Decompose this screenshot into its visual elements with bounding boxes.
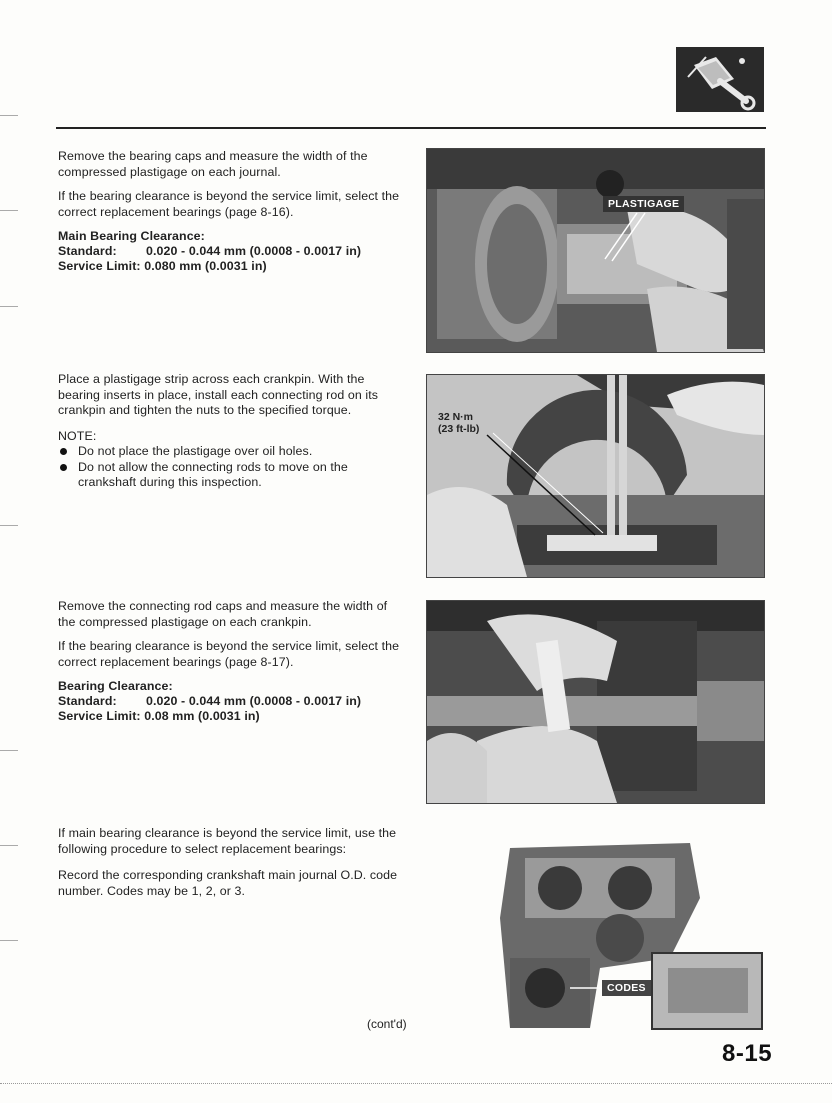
spec-limit-row bbox=[58, 709, 401, 724]
scan-mark bbox=[0, 750, 18, 751]
note-title: NOTE: bbox=[58, 428, 97, 443]
continued-label: (cont'd) bbox=[367, 1017, 407, 1031]
spec-standard-value: 0.020 - 0.044 mm (0.0008 - 0.0017 in) bbox=[146, 694, 362, 708]
photo-callout-label: CODES bbox=[602, 980, 651, 996]
scan-mark bbox=[0, 845, 18, 846]
photo-connecting-rod-torque bbox=[426, 374, 765, 578]
spec-standard-row bbox=[58, 244, 401, 259]
spec-limit-row bbox=[58, 259, 401, 274]
torque-ftlb: (23 ft-lb) bbox=[438, 423, 480, 435]
spec-standard-row bbox=[58, 694, 401, 709]
torque-nm: 32 N·m bbox=[438, 411, 474, 423]
engine-piston-icon bbox=[676, 47, 764, 112]
spec-limit-value: 0.080 mm (0.0031 in) bbox=[144, 259, 267, 273]
note-text: Do not place the plastigage over oil holes. bbox=[78, 444, 313, 458]
spec-standard-value: 0.020 - 0.044 mm (0.0008 - 0.0017 in) bbox=[146, 244, 362, 258]
spec-standard-label: Standard: bbox=[58, 694, 117, 708]
note-item bbox=[58, 460, 401, 491]
section-journal-codes bbox=[58, 826, 401, 908]
bullet-icon bbox=[60, 464, 67, 471]
photo-crankcase-codes bbox=[490, 838, 763, 1030]
paragraph: Record the corresponding crankshaft main journal O.D. code number. Codes may be 1, 2, or 3. bbox=[58, 868, 398, 898]
paragraph: If the bearing clearance is beyond the service limit, select the correct replacement bearings (page 8-16). bbox=[58, 189, 400, 219]
scan-mark bbox=[0, 940, 18, 941]
spec-title: Main Bearing Clearance: bbox=[58, 229, 205, 243]
paragraph: If the bearing clearance is beyond the service limit, select the correct replacement bearings (page 8-17). bbox=[58, 639, 400, 669]
paragraph: If main bearing clearance is beyond the service limit, use the following procedure to select replacement bearings: bbox=[58, 826, 397, 856]
scan-mark bbox=[0, 306, 18, 307]
torque-callout bbox=[438, 411, 479, 435]
paragraph: Place a plastigage strip across each crankpin. With the bearing inserts in place, install each connecting rod on its crankpin and tighten the nuts to the specified torque. bbox=[58, 372, 379, 417]
section-rod-bearing bbox=[58, 599, 401, 724]
paragraph: Remove the bearing caps and measure the width of the compressed plastigage on each journal. bbox=[58, 149, 368, 179]
scan-mark bbox=[0, 210, 18, 211]
photo-callout-label: PLASTIGAGE bbox=[603, 196, 684, 212]
photo-main-journal-plastigage bbox=[426, 148, 765, 353]
spec-limit-label: Service Limit: bbox=[58, 709, 141, 723]
photo-crankpin-plastigage bbox=[426, 600, 765, 804]
section-main-bearing bbox=[58, 149, 401, 274]
scan-edge-line bbox=[0, 1083, 832, 1085]
note-text: Do not allow the connecting rods to move on the crankshaft during this inspection. bbox=[78, 459, 348, 489]
spec-limit-value: 0.08 mm (0.0031 in) bbox=[144, 709, 260, 723]
header-rule bbox=[56, 127, 766, 129]
note-item bbox=[58, 444, 401, 460]
spec-title: Bearing Clearance: bbox=[58, 679, 173, 693]
section-plastigage-install bbox=[58, 372, 401, 491]
spec-standard-label: Standard: bbox=[58, 244, 117, 258]
spec-block bbox=[58, 679, 401, 724]
scan-mark bbox=[0, 115, 18, 116]
note-list bbox=[58, 444, 401, 491]
spec-limit-label: Service Limit: bbox=[58, 259, 141, 273]
paragraph: Remove the connecting rod caps and measure the width of the compressed plastigage on each crankpin. bbox=[58, 599, 388, 629]
scan-mark bbox=[0, 525, 18, 526]
bullet-icon bbox=[60, 448, 67, 455]
spec-block bbox=[58, 229, 401, 274]
page-number: 8-15 bbox=[722, 1040, 773, 1067]
